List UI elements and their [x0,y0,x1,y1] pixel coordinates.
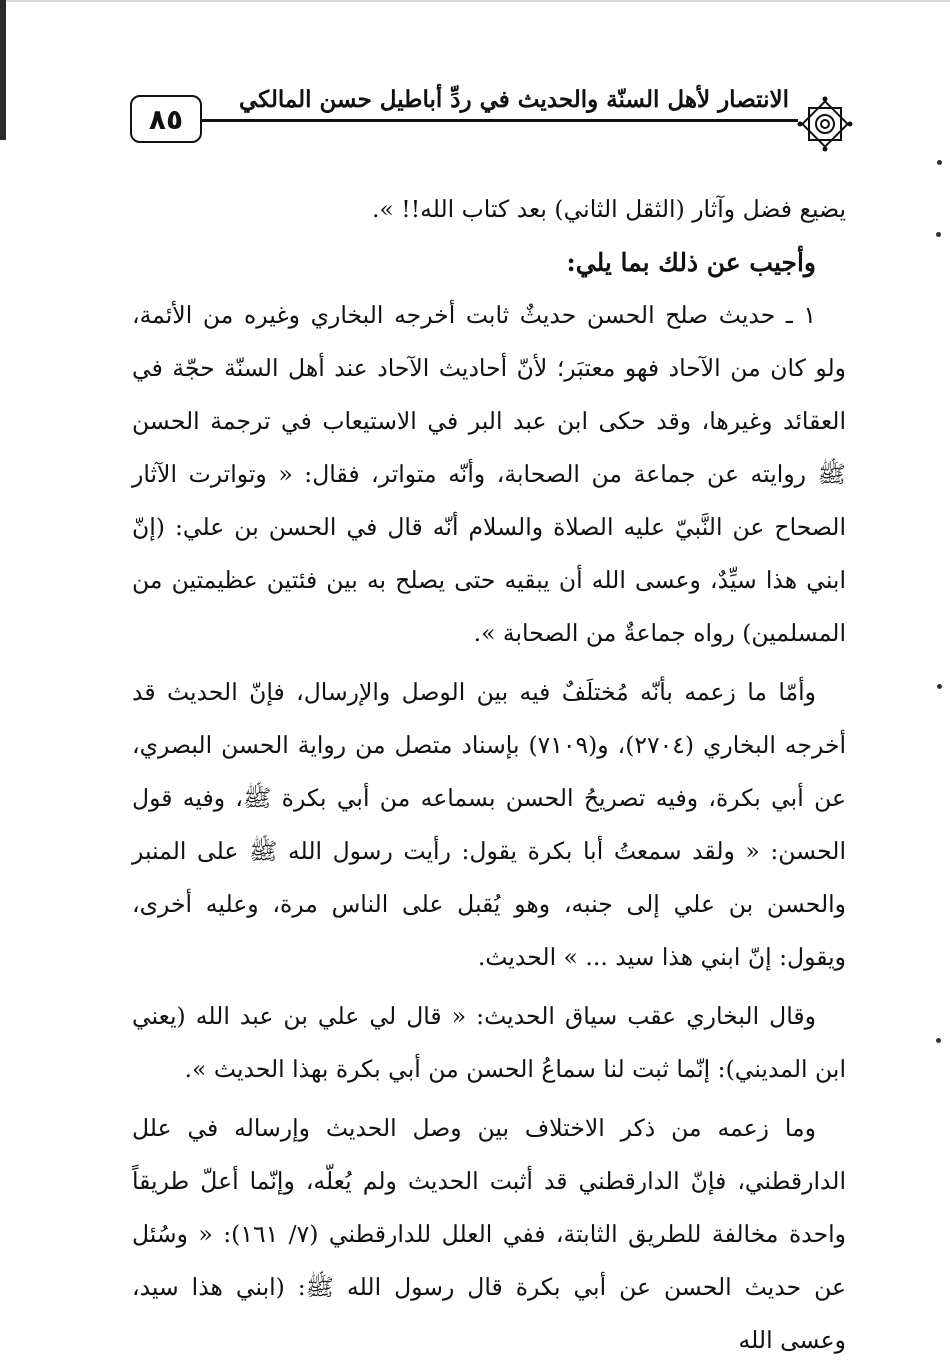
answer-heading: وأجيب عن ذلك بما يلي: [566,248,816,277]
paragraph-point-1: ١ ـ حديث صلح الحسن حديثٌ ثابت أخرجه البخاري وغيره من الأئمة، ولو كان من الآحاد فهو معتبَر؛ لأنّ أحاديث الآحاد عند أهل السنّة حجّة في العقائد وغيرها، وقد حكى ابن عبد البر في الاستيعاب في ترجمة الحسن ﷺ روايته عن جماعة من الصحابة، وأنّه متواتر، فقال: « وتواترت الآثار الصحاح عن النَّبيّ عليه الصلاة والسلام أنّه قال في الحسن بن علي: (إنّ ابني هذا سيِّدٌ، وعسى الله أن يبقيه حتى يصلح به بين فئتين عظيمتين من المسلمين) رواه جماعةٌ من الصحابة ». [132,301,846,647]
eight-point-star-ornament-icon [796,95,854,153]
paragraph-continuation: يضيع فضل وآثار (الثقل الثاني) بعد كتاب الله!! ». [371,195,846,223]
running-title: الانتصار لأهل السنّة والحديث في ردِّ أباطيل حسن المالكي [233,86,795,113]
scan-speck [937,684,942,689]
scan-speck [936,232,941,237]
page-number: ٨٥ [130,95,202,143]
page-body [132,183,846,1367]
scan-speck [937,160,942,165]
paragraph-daraqutni: وما زعمه من ذكر الاختلاف بين وصل الحديث وإرساله في علل الدارقطني، فإنّ الدارقطني قد أثبت الحديث ولم يُعلّه، وإنّما أعلّ طريقاً واحدة مخالفة للطريق الثابتة، ففي العلل للدارقطني (٧/ ١٦١): « وسُئل عن حديث الحسن عن أبي بكرة قال رسول الله ﷺ: (ابني هذا سيد، وعسى الله [132,1114,846,1354]
page-header [0,0,950,160]
paragraph-bukhari-comment: وقال البخاري عقب سياق الحديث: « قال لي علي بن عبد الله (يعني ابن المديني): إنّما ثبت لنا سماعُ الحسن من أبي بكرة بهذا الحديث ». [132,1002,846,1083]
scan-speck [936,1038,941,1043]
header-rule [200,119,798,122]
paragraph-bukhari-narration: وأمّا ما زعمه بأنّه مُختلَفٌ فيه بين الوصل والإرسال، فإنّ الحديث قد أخرجه البخاري (٢٧٠٤)، و(٧١٠٩) بإسناد متصل من رواية الحسن البصري، عن أبي بكرة، وفيه تصريحُ الحسن بسماعه من أبي بكرة ﷺ، وفيه قول الحسن: « ولقد سمعتُ أبا بكرة يقول: رأيت رسول الله ﷺ على المنبر والحسن بن علي إلى جنبه، وهو يُقبل على الناس مرة، وعليه أخرى، ويقول: إنّ ابني هذا سيد ... » الحديث. [132,678,847,971]
